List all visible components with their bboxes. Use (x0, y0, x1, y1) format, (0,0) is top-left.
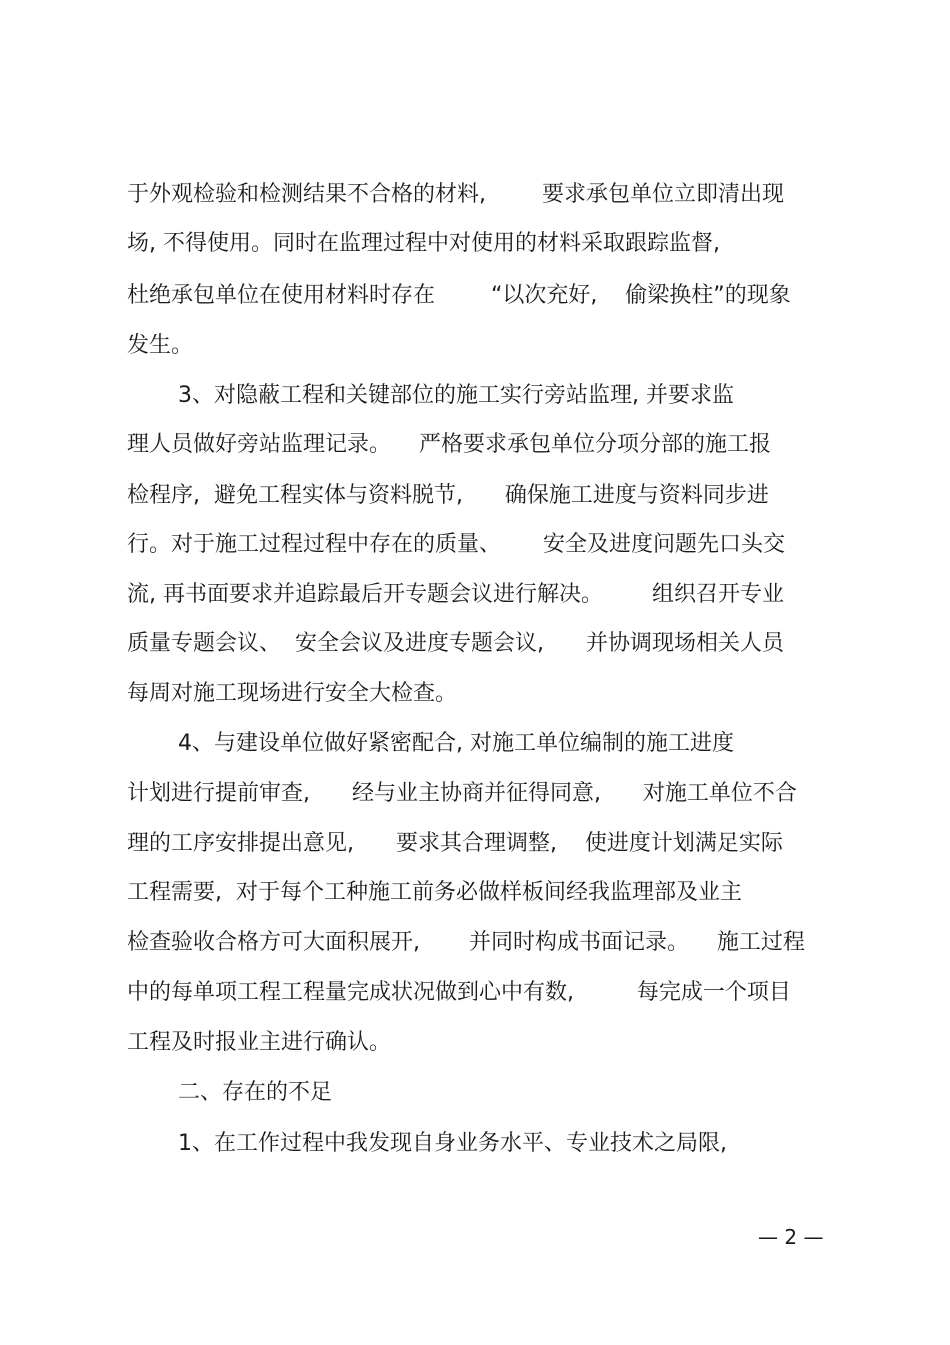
text-line: 每周对施工现场进行安全大检查。 (127, 681, 458, 706)
text-line: 检查验收合格方可大面积展开, 并同时构成书面记录。 施工过程 (127, 930, 805, 955)
text-line: 发生。 (127, 333, 194, 358)
page-number: — 2 — (758, 1225, 824, 1249)
text-line: 于外观检验和检测结果不合格的材料, 要求承包单位立即清出现 (127, 182, 784, 207)
text-line: 3、对隐蔽工程和关键部位的施工实行旁站监理, 并要求监 (178, 383, 734, 408)
text-line: 理的工序安排提出意见, 要求其合理调整, 使进度计划满足实际 (127, 831, 783, 856)
text-line: 1、在工作过程中我发现自身业务水平、专业技术之局限, (178, 1131, 727, 1156)
text-line: 检程序, 避免工程实体与资料脱节, 确保施工进度与资料同步进 (127, 483, 769, 508)
text-line: 杜绝承包单位在使用材料时存在 “以次充好, 偷梁换柱”的现象 (127, 283, 791, 308)
text-line: 4、与建设单位做好紧密配合, 对施工单位编制的施工进度 (178, 731, 734, 756)
text-line: 理人员做好旁站监理记录。 严格要求承包单位分项分部的施工报 (127, 432, 771, 457)
text-line: 工程需要, 对于每个工种施工前务必做样板间经我监理部及业主 (127, 880, 742, 905)
text-line: 工程及时报业主进行确认。 (127, 1030, 392, 1055)
text-line: 流, 再书面要求并追踪最后开专题会议进行解决。 组织召开专业 (127, 582, 784, 607)
section-heading: 二、存在的不足 (178, 1080, 333, 1105)
text-line: 计划进行提前审查, 经与业主协商并征得同意, 对施工单位不合 (127, 781, 797, 806)
text-line: 场, 不得使用。同时在监理过程中对使用的材料采取跟踪监督, (127, 231, 720, 256)
text-line: 行。对于施工过程过程中存在的质量、 安全及进度问题先口头交 (127, 532, 785, 557)
text-line: 质量专题会议、 安全会议及进度专题会议, 并协调现场相关人员 (127, 631, 784, 656)
text-line: 中的每单项工程工程量完成状况做到心中有数, 每完成一个项目 (127, 980, 791, 1005)
